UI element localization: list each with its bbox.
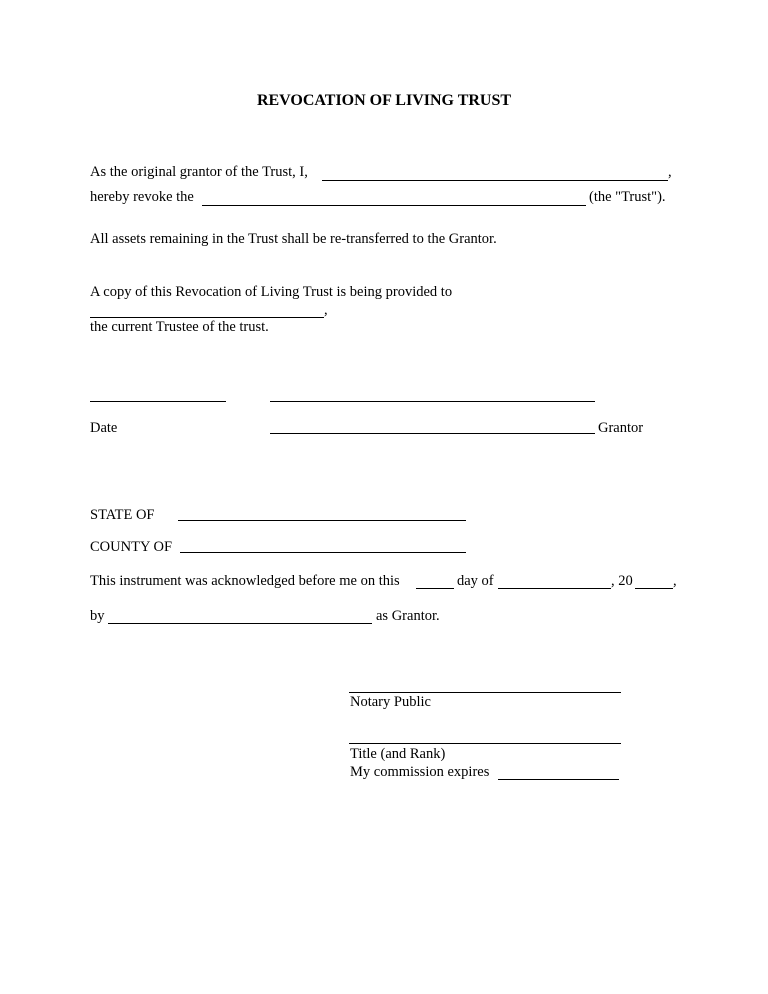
- grantor-signature-field[interactable]: [270, 401, 595, 402]
- county-label: COUNTY OF: [90, 539, 173, 555]
- title-rank-label: Title (and Rank): [350, 746, 446, 762]
- trust-definition-text: (the "Trust").: [589, 189, 666, 205]
- ack-year-field[interactable]: [635, 588, 673, 589]
- acknowledgment-text: This instrument was acknowledged before me on this: [90, 573, 400, 589]
- trustee-statement: the current Trustee of the trust.: [90, 319, 269, 335]
- grantor-name-field[interactable]: [322, 180, 668, 181]
- document-title: REVOCATION OF LIVING TRUST: [256, 92, 512, 109]
- grantor-intro-text: As the original grantor of the Trust, I,: [90, 164, 308, 180]
- as-grantor-text: as Grantor.: [376, 608, 440, 624]
- grantor-comma: ,: [668, 164, 672, 180]
- revoke-text: hereby revoke the: [90, 189, 194, 205]
- trust-name-field[interactable]: [202, 205, 586, 206]
- county-field[interactable]: [180, 552, 466, 553]
- grantor-printed-name-field[interactable]: [270, 433, 595, 434]
- notary-public-label: Notary Public: [350, 694, 431, 710]
- date-field[interactable]: [90, 401, 226, 402]
- state-label: STATE OF: [90, 507, 155, 523]
- state-field[interactable]: [178, 520, 466, 521]
- by-label: by: [90, 608, 105, 624]
- grantor-label: Grantor: [598, 420, 644, 436]
- ack-day-label: day of: [457, 573, 494, 589]
- date-label: Date: [90, 420, 118, 436]
- ack-year-label: , 20: [611, 573, 633, 589]
- trustee-comma: ,: [324, 302, 328, 318]
- commission-expiry-field[interactable]: [498, 779, 619, 780]
- ack-day-field[interactable]: [416, 588, 454, 589]
- copy-statement: A copy of this Revocation of Living Trust is being provided to: [90, 284, 453, 300]
- ack-month-field[interactable]: [498, 588, 611, 589]
- ack-end-comma: ,: [673, 573, 677, 589]
- commission-label: My commission expires: [350, 764, 490, 780]
- assets-statement: All assets remaining in the Trust shall be re-transferred to the Grantor.: [90, 231, 497, 247]
- acknowledging-grantor-field[interactable]: [108, 623, 372, 624]
- notary-title-field[interactable]: [349, 743, 621, 744]
